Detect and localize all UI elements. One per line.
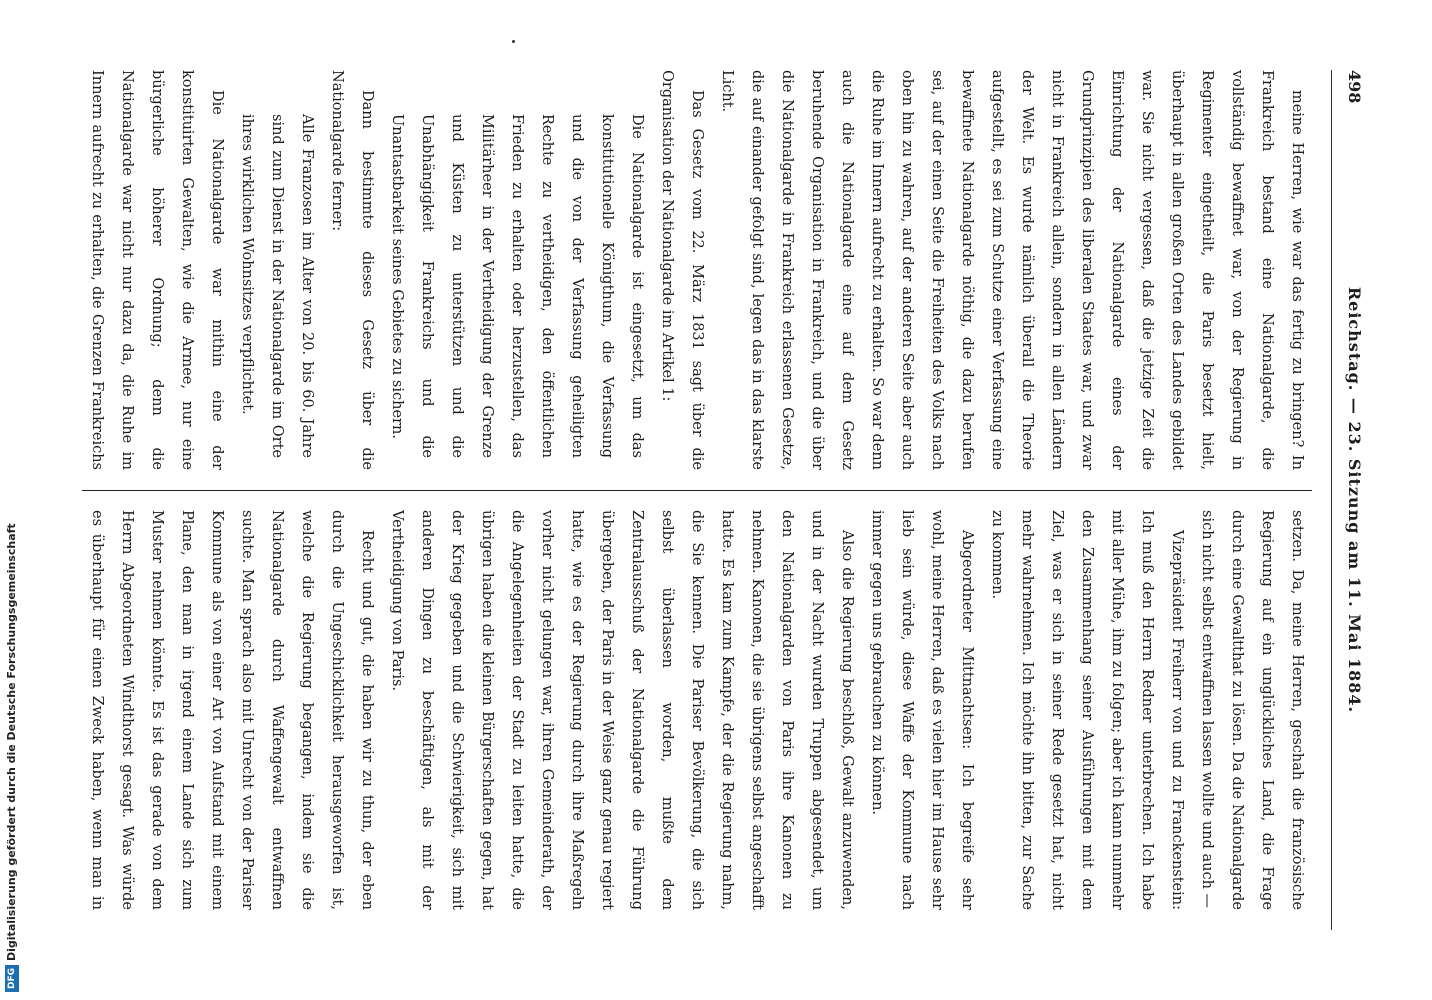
quoted-paragraph: Alle Franzosen im Alter von 20. bis 60. Jahre sind zum Dienst in der Nationalgarde im Orte ihres wirklichen Wohnsitzes verpflichtet. bbox=[239, 114, 315, 458]
paragraph: meine Herren, wie war das fertig zu bringen? In Frankreich bestand eine Nationalgarde, die vollständig bewaffnet war, von der Regierung in Regimenter eingetheilt, die Paris besetzt hielt, überhaupt in allen großen Orten des Landes gebildet war. Sie nicht vergessen, daß die jetzige Zeit die Einrichtung der Nationalgarde eines der Grundprinzipien des liberalen Staates war, und zwar nicht in Frankreich allein, sondern in allen Ländern der Welt. Es wurde nämlich überall die Theorie aufgestellt, es sei zum Schutze einer Verfassung eine bewaffnete Nationalgarde nöthig, die dazu berufen sei, auf der einen Seite die Freiheiten des Volks nach oben hin zu wahren, auf der anderen Seite aber auch die Ruhe im Innern aufrecht zu erhalten. So war denn auch die Nationalgarde eine auf dem Gesetz beruhende Organisation in Frankreich, und die über die Nationalgarde in Frankreich erlassenen Gesetze, die auf einander gefolgt sind, legen das in das klarste Licht. bbox=[719, 70, 1305, 470]
paragraph: setzen. Da, meine Herren, geschah die französische Regierung auf ein unglückliches Land, die Frage durch eine Gewaltthat zu lösen. Da die Nationalgarde sich nicht selbst entwaffnen lassen wollte und auch — bbox=[1199, 510, 1305, 910]
paragraph: Dann bestimmte dieses Gesetz über die Nationalgarde ferner: bbox=[329, 70, 375, 470]
dfg-logo-icon: DFG bbox=[5, 965, 19, 992]
right-column bbox=[82, 510, 1312, 910]
credit-text: Digitalisierung gefördert durch die Deutsche Forschungsgemeinschaft bbox=[5, 523, 18, 961]
left-column bbox=[82, 70, 1312, 470]
page-header bbox=[1331, 70, 1372, 930]
column-divider bbox=[82, 490, 1312, 491]
speaker-paragraph: Vizepräsident Freiherr von und zu Franckenstein: Ich muß den Herrn Redner unterbrechen. Ich habe mit aller Mühe, ihm zu folgen; aber ich kann nunmehr den Zusammenhang seiner Ausführungen mit dem Ziel, was er sich in seiner Rede gesetzt hat, nicht mehr wahrnehmen. Ich möchte ihn bitten, zur Sache zu kommen. bbox=[989, 510, 1185, 910]
rotated-page bbox=[50, 30, 1382, 970]
paragraph: Die Nationalgarde war mithin eine der konstituirten Gewalten, wie die Armee, nur eine bürgerliche höherer Ordnung; denn die Nationalgarde war nicht nur dazu da, die Ruhe im Innern aufrecht zu erhalten, die Grenzen Frankreichs bbox=[89, 70, 225, 470]
paragraph: Recht und gut, die haben wir zu thun, der eben durch die Ungeschicklichkeit herausgeworfen ist, welche die Regierung begangen, indem sie die Nationalgarde durch Waffengewalt entwaffnen suchte. Man sprach also mit Unrecht von der Pariser Kommune als von einer Art von Aufstand mit einem Plane, den man in irgend einem Lande sich zum Muster nehmen könnte. Es ist das gerade von dem Herrn Abgeordneten Windthorst gesagt. Was würde es überhaupt für einen Zweck haben, wenn man in bbox=[89, 510, 375, 910]
quoted-paragraph: Die Nationalgarde ist eingesetzt, um das konstitutionelle Königthum, die Verfassung und die von der Verfassung geheiligten Rechte zu vertheidigen, den öffentlichen Frieden zu erhalten oder herzustellen, das Militärheer in der Vertheidigung der Grenze und Küsten zu unterstützen und die Unabhängigkeit Frankreichs und die Unantastbarkeit seines Gebietes zu sichern. bbox=[389, 114, 645, 458]
ink-speck bbox=[512, 40, 515, 43]
paragraph: Also die Regierung beschloß, Gewalt anzuwenden, und in der Nacht wurden Truppen abgesendet, um den Nationalgarden von Paris ihre Kanonen zu nehmen. Kanonen, die sie übrigens selbst angeschafft hatte. Es kam zum Kampfe, der die Regierung nahm, die Sie kennen. Die Pariser Bevölkerung, die sich selbst überlassen worden, mußte dem Zentralausschuß der Nationalgarde die Führung übergeben, der Paris in der Weise ganz genau regiert hatte, wie es der Regierung durch ihre Maßregeln vorher nicht gelungen war, ihren Gemeinderath, der die Angelegenheiten der Stadt zu leiten hatte, die übrigen haben die kleinen Bürgerschaften gegen, hat der Krieg gegeben und die Schwierigkeit, sich mit anderen Dingen zu beschäftigen, als mit der Vertheidigung von Paris. bbox=[389, 510, 855, 910]
speaker-paragraph: Abgeordneter Mittnachtsen: Ich begreife sehr wohl, meine Herren, daß es vielen hier im Hause sehr lieb sein würde, diese Waffe der Kommune nach immer gegen uns gebrauchen zu können. bbox=[869, 510, 975, 910]
paragraph: Das Gesetz vom 22. März 1831 sagt über die Organisation der Nationalgarde im Artikel 1: bbox=[659, 70, 705, 470]
digitization-credit bbox=[0, 0, 24, 1000]
document-page bbox=[50, 30, 1382, 970]
running-title: Reichstag. — 23. Sitzung am 11. Mai 1884. bbox=[1345, 286, 1364, 714]
page-number: 498 bbox=[1345, 70, 1364, 104]
